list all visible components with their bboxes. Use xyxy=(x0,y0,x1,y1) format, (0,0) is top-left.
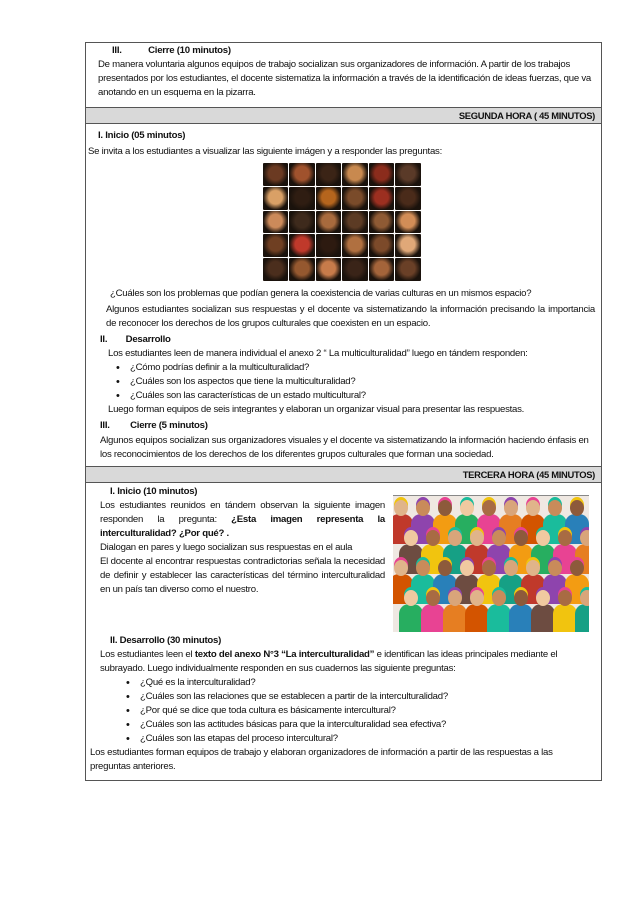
list-item: • ¿Qué es la interculturalidad? xyxy=(140,676,595,690)
crowd-figure-head xyxy=(526,500,540,516)
collage-tile xyxy=(289,258,315,281)
crowd-figure-head xyxy=(536,530,550,546)
final-text: Los estudiantes forman equipos de trabajo y elaboran organizadores de información a partir de las respuestas a las preguntas anteriores. xyxy=(90,747,553,772)
list-item: • ¿Cómo podrías definir a la multiculturalidad? xyxy=(130,361,595,375)
collage-tile xyxy=(289,187,315,210)
crowd-figure-head xyxy=(394,500,408,516)
desarrollo3-paragraph xyxy=(88,648,595,676)
crowd-figure-head xyxy=(438,500,452,516)
crowd-figure-head xyxy=(492,590,506,606)
crowd-figure-head xyxy=(426,590,440,606)
collage-tile xyxy=(263,258,289,281)
crowd-figure-head xyxy=(438,560,452,576)
inicio3-heading: I. Inicio (10 minutos) xyxy=(110,486,198,497)
docente-text: El docente al encontrar respuestas contradictorias señala la necesidad de definir y establecer las características del término interculturalidad en un país tan diverso como el nuestro. xyxy=(100,556,385,595)
crowd-figure-head xyxy=(492,530,506,546)
crowd-figure-head xyxy=(548,500,562,516)
crowd-figure-head xyxy=(504,560,518,576)
inicio3-para-a: Los estudiantes reunidos en tándem observan la siguiente imagen responden la pregunta: xyxy=(100,500,385,525)
collage-tile xyxy=(316,234,342,257)
collage-tile xyxy=(342,211,368,234)
desarrollo3-para-c: e identifican las ideas principales mediante el subrayado. Luego individualmente responden en sus cuadernos las siguiente preguntas: xyxy=(100,649,558,674)
desarrollo3-heading: II. Desarrollo (30 minutos) xyxy=(110,635,222,646)
crowd-figure-head xyxy=(404,530,418,546)
collage-tile xyxy=(316,163,342,186)
collage-tile xyxy=(369,258,395,281)
collage-tile xyxy=(342,234,368,257)
crowd-figure-head xyxy=(536,590,550,606)
collage-tile xyxy=(369,211,395,234)
collage-tile xyxy=(263,187,289,210)
collage-tile xyxy=(369,163,395,186)
crowd-figure-body xyxy=(487,604,511,632)
crowd-figure-body xyxy=(465,604,489,632)
desarrollo-question-list xyxy=(88,361,595,403)
collage-tile xyxy=(342,258,368,281)
desarrollo3-question-list xyxy=(88,676,595,746)
list-item: • ¿Cuáles son las etapas del proceso intercultural? xyxy=(140,732,595,746)
crowd-figure-head xyxy=(514,530,528,546)
segunda-hora-section xyxy=(86,124,601,466)
cierre2-paragraph: Algunos equipos socializan sus organizadores visuales y el docente va sistematizando la información haciendo énfasis en los reconocimientos de los derechos de los diferentes grupos culturales que forman una sociedad. xyxy=(100,435,589,460)
crowd-figure-body xyxy=(553,604,577,632)
crowd-figure-head xyxy=(394,560,408,576)
collage-tile xyxy=(395,163,421,186)
collage-tile xyxy=(369,187,395,210)
collage-tile xyxy=(263,163,289,186)
after-bullets-text: Luego forman equipos de seis integrantes y elaboran un organizar visual para presentar las respuestas. xyxy=(108,404,525,415)
list-item: • ¿Cuáles son las relaciones que se establecen a partir de la interculturalidad? xyxy=(140,690,595,704)
crowd-figure-head xyxy=(460,560,474,576)
desarrollo-heading-text: Desarrollo xyxy=(125,334,171,345)
crowd-figure-body xyxy=(399,604,423,632)
collage-tile xyxy=(316,211,342,234)
collage-tile xyxy=(316,187,342,210)
inicio-heading: I. Inicio (05 minutos) xyxy=(98,130,186,141)
crowd-figure-body xyxy=(509,604,533,632)
segunda-hora-header: SEGUNDA HORA ( 45 MINUTOS) xyxy=(86,107,601,124)
collage-tile xyxy=(369,234,395,257)
collage-tile xyxy=(289,211,315,234)
crowd-figure-head xyxy=(416,500,430,516)
tercera-hora-section xyxy=(86,483,601,780)
inicio3-para-b: ¿Esta imagen representa la interculturalidad? ¿Por qué? . xyxy=(100,514,385,539)
list-item: • ¿Cuáles son los aspectos que tiene la multiculturalidad? xyxy=(130,375,595,389)
crowd-figure-head xyxy=(580,530,589,546)
cierre2-heading-text: Cierre (5 minutos) xyxy=(130,420,208,431)
cierre2-heading-num: III. xyxy=(100,420,110,431)
crowd-figure-head xyxy=(548,560,562,576)
socializan-text: Algunos estudiantes socializan sus respuestas y el docente va sistematizando la información precisando la importancia de reconocer los derechos de los grupos culturales que coexisten en un espacio. xyxy=(106,304,595,329)
cierre-paragraph: De manera voluntaria algunos equipos de trabajo socializan sus organizadores de información. A partir de los trabajos presentados por los estudiantes, el docente sistematiza la información a través de la identificación de ideas fuerzas, que va anotando en un esquema en la pizarra. xyxy=(98,59,591,98)
desarrollo-heading xyxy=(88,331,595,347)
cierre-section xyxy=(86,43,601,107)
cierre-heading xyxy=(92,44,595,58)
collage-tile xyxy=(263,211,289,234)
inicio3-text-block xyxy=(88,485,393,632)
collage-tile xyxy=(289,163,315,186)
crowd-figure-head xyxy=(448,590,462,606)
collage-tile xyxy=(395,211,421,234)
list-item: • ¿Cuáles son las características de un estado multicultural? xyxy=(130,389,595,403)
desarrollo-heading-num: II. xyxy=(100,334,108,345)
collage-tile xyxy=(316,258,342,281)
desarrollo3-para-a: Los estudiantes leen el xyxy=(100,649,193,660)
crowd-figure-head xyxy=(570,560,584,576)
crowd-figure-head xyxy=(514,590,528,606)
crowd-figure-body xyxy=(421,604,445,632)
crowd-figure-head xyxy=(482,560,496,576)
collage-tile xyxy=(395,187,421,210)
tercera-hora-header: TERCERA HORA (45 MINUTOS) xyxy=(86,466,601,483)
collage-tile xyxy=(395,258,421,281)
collage-tile xyxy=(342,187,368,210)
crowd-figure-head xyxy=(448,530,462,546)
crowd-figure-head xyxy=(570,500,584,516)
crowd-figure-body xyxy=(575,604,589,632)
list-item: • ¿Por qué se dice que toda cultura es básicamente intercultural? xyxy=(140,704,595,718)
crowd-figure-head xyxy=(558,590,572,606)
crowd-figure-head xyxy=(426,530,440,546)
intercultural-crowd-painting-image xyxy=(393,495,589,632)
desarrollo3-para-b: texto del anexo N°3 “La interculturalidad” xyxy=(194,649,375,660)
collage-tile xyxy=(289,234,315,257)
crowd-figure-head xyxy=(470,530,484,546)
crowd-figure-head xyxy=(526,560,540,576)
crowd-figure-head xyxy=(482,500,496,516)
cierre-heading-text: Cierre (10 minutos) xyxy=(148,45,231,56)
question-text: ¿Cuáles son los problemas que podían genera la coexistencia de varias culturas en un mismos espacio? xyxy=(110,288,532,299)
crowd-figure-head xyxy=(470,590,484,606)
desarrollo-paragraph: Los estudiantes leen de manera individual el anexo 2 “ La multiculturalidad” luego en tándem responden: xyxy=(108,348,528,359)
crowd-figure-body xyxy=(531,604,555,632)
crowd-figure-body xyxy=(443,604,467,632)
collage-tile xyxy=(395,234,421,257)
crowd-figure-head xyxy=(404,590,418,606)
collage-tile xyxy=(263,234,289,257)
dialogan-text: Dialogan en pares y luego socializan sus respuestas en el aula xyxy=(100,542,353,553)
cierre2-heading xyxy=(88,417,595,433)
lesson-plan-table xyxy=(85,42,602,781)
crowd-figure-head xyxy=(416,560,430,576)
crowd-figure-head xyxy=(580,590,589,606)
inicio3-paragraph xyxy=(100,499,385,541)
crowd-figure-head xyxy=(460,500,474,516)
cultural-faces-collage-image xyxy=(263,163,421,281)
invite-text: Se invita a los estudiantes a visualizar las siguiente imágen y a responder las preguntas: xyxy=(88,146,443,157)
cierre-heading-num: III. xyxy=(112,45,122,56)
inicio3-row xyxy=(88,485,595,632)
collage-tile xyxy=(342,163,368,186)
list-item: • ¿Cuáles son las actitudes básicas para que la interculturalidad sea efectiva? xyxy=(140,718,595,732)
crowd-figure-head xyxy=(504,500,518,516)
crowd-figure-head xyxy=(558,530,572,546)
